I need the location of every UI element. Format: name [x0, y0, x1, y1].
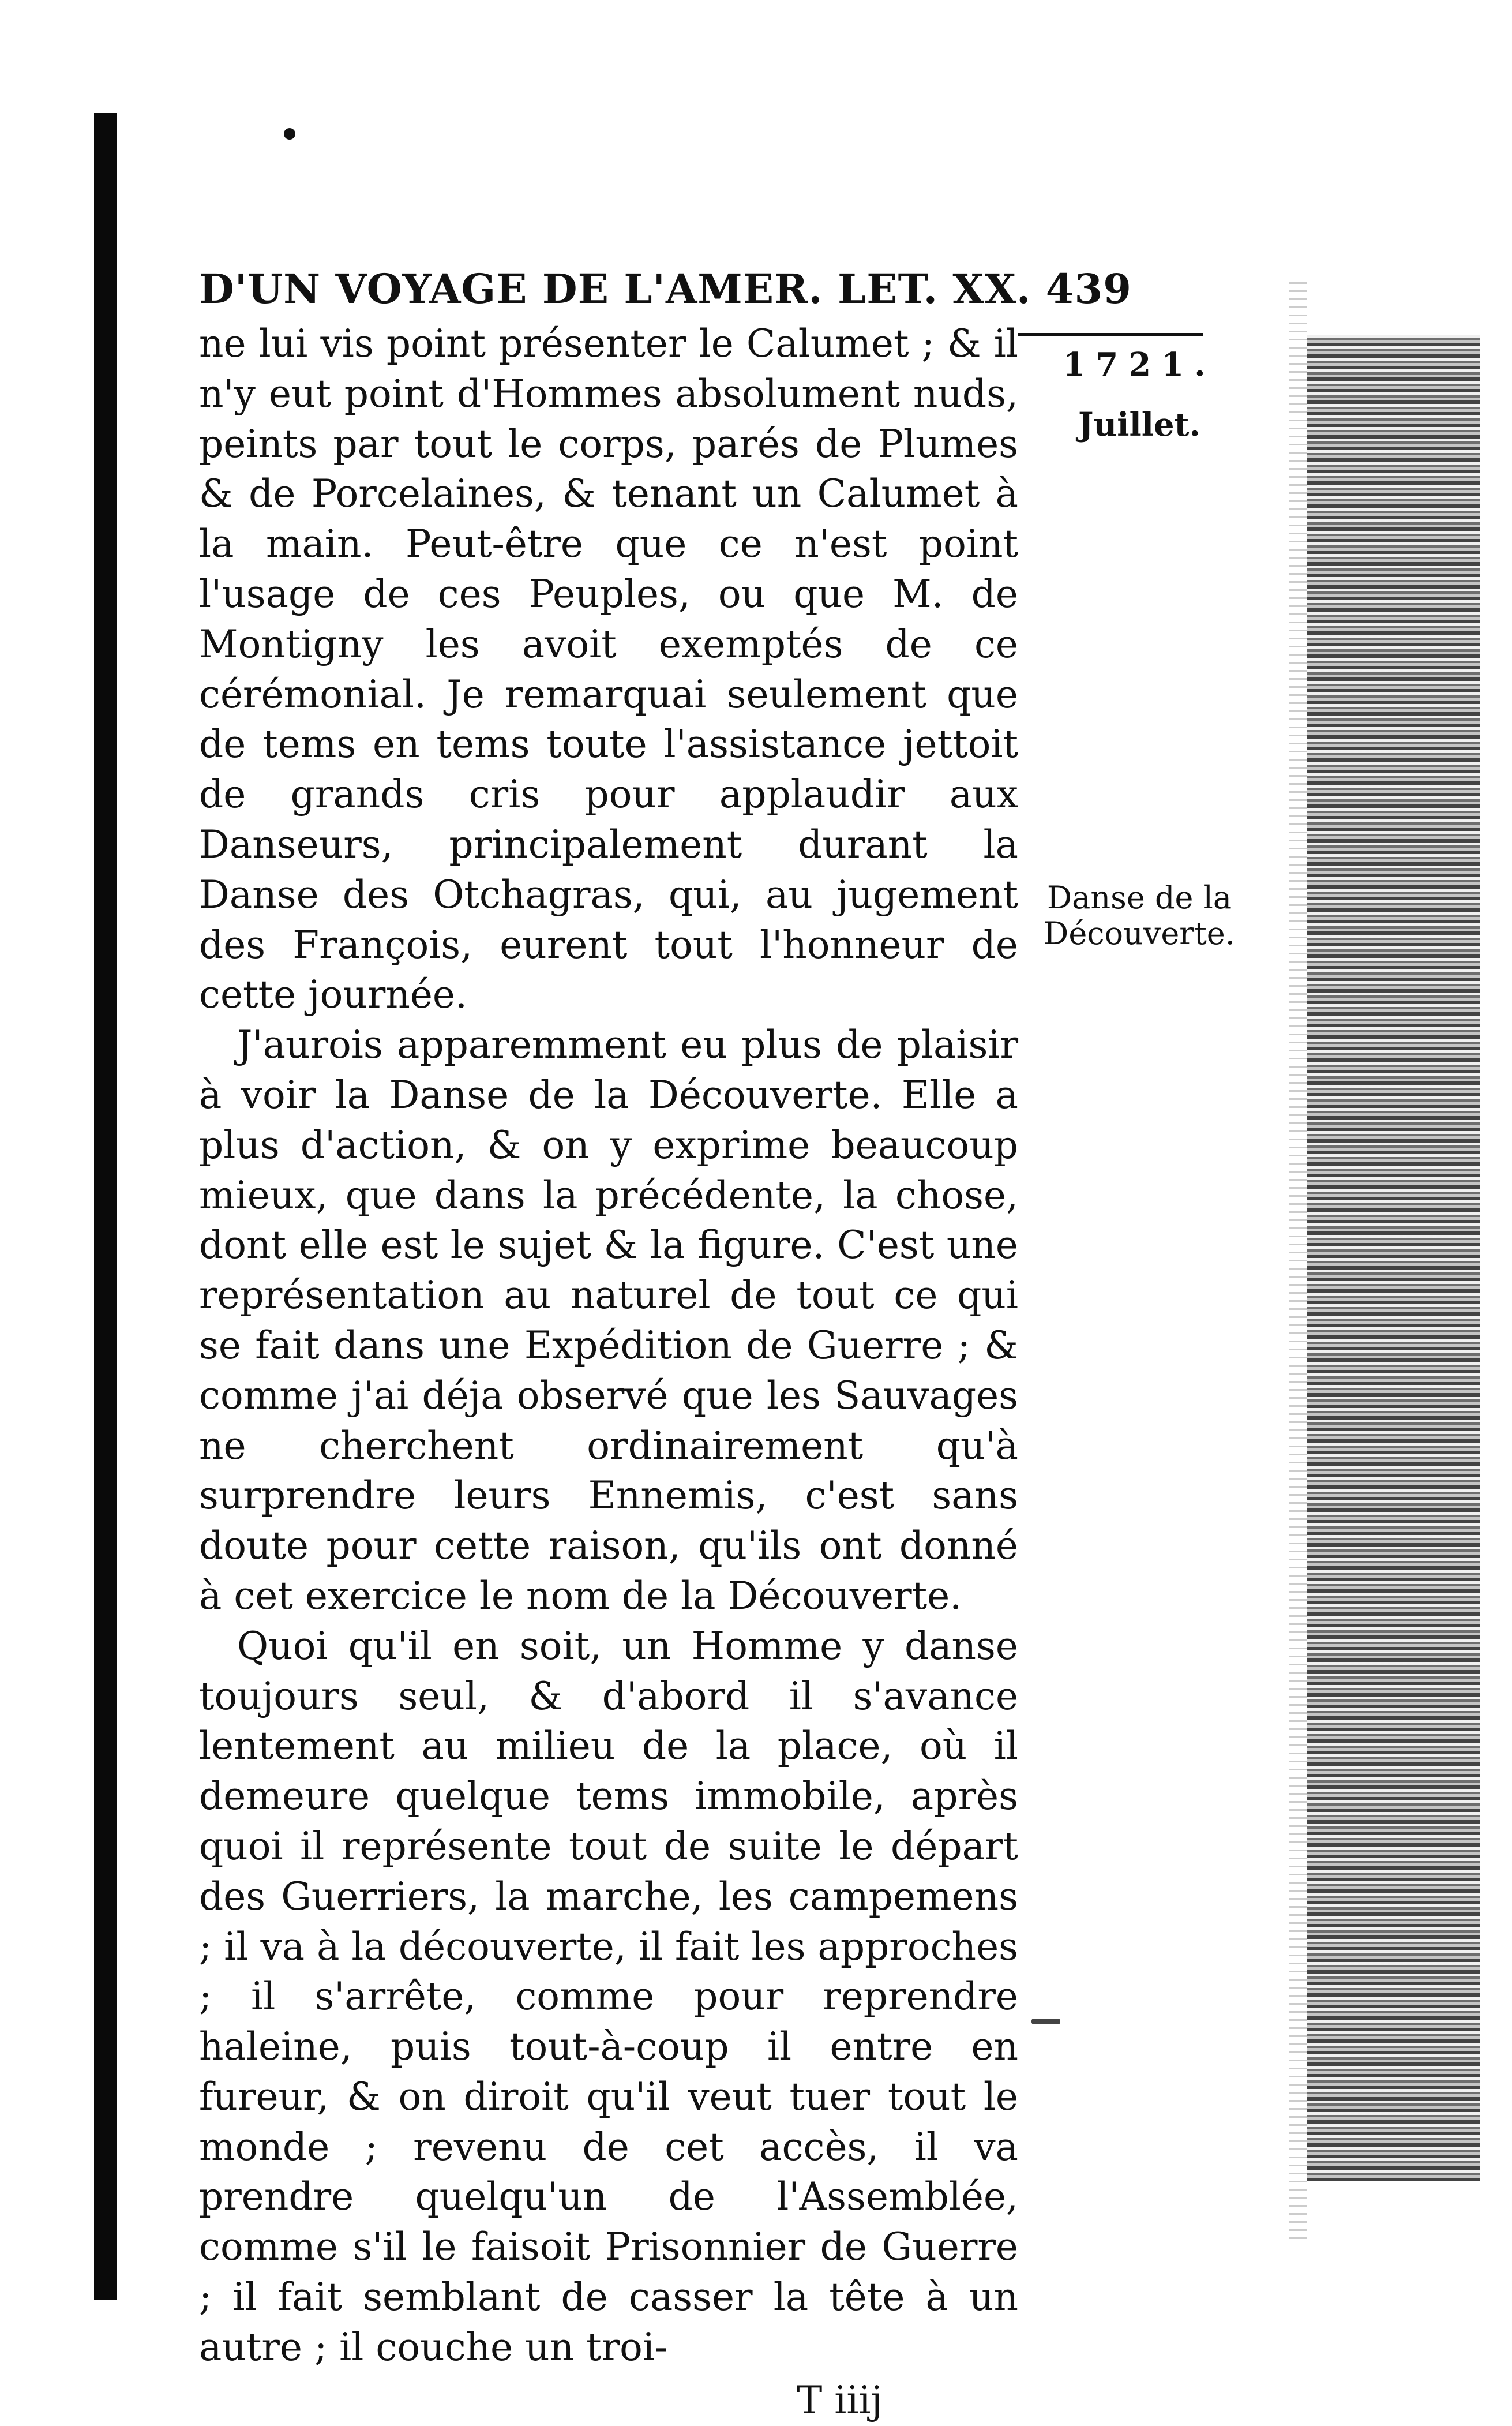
margin-topic-line-1: Danse de la: [1046, 879, 1232, 916]
page-number: 439: [1045, 265, 1132, 313]
margin-month: Juillet.: [1078, 406, 1201, 444]
body-text: [199, 319, 1018, 2373]
signature-mark: T iiij: [797, 2378, 883, 2423]
margin-topic-line-2: Découverte.: [1044, 915, 1235, 952]
header-rule: [1018, 333, 1203, 336]
running-title: D'UN VOYAGE DE L'AMER. LET. XX.: [199, 265, 1031, 313]
margin-year: 1721.: [1063, 346, 1216, 384]
page-text-block: [199, 263, 1132, 2426]
binding-gutter-bar: [94, 113, 117, 2300]
adjacent-page-edge: [1307, 335, 1480, 2181]
ink-spot: [284, 128, 295, 140]
page-edge-shadow: [1289, 277, 1307, 2239]
running-header: [199, 263, 1132, 316]
paragraph-1: ne lui vis point présenter le Calumet ; & il n'y eut point d'Hommes absolument nuds, peints par tout le corps, parés de Plumes & de Porcelaines, & tenant un Calumet à la main. Peut-être que ce n'est point l'usage de ces Peuples, ou que M. de Montigny les avoit exemptés de ce cérémonial. Je remarquai seulement que de tems en tems toute l'assistance jettoit de grands cris pour applaudir aux Danseurs, principalement durant la Danse des Otchagras, qui, au jugement des François, eurent tout l'honneur de cette journée.: [199, 321, 1018, 1017]
ink-mark: [1031, 2019, 1060, 2024]
paragraph-3: Quoi qu'il en soit, un Homme y danse toujours seul, & d'abord il s'avance lentement au milieu de la place, où il demeure quelque tems immobile, après quoi il représente tout de suite le départ des Guerriers, la marche, les campemens ; il va à la découverte, il fait les approches ; il s'arrête, comme pour reprendre haleine, puis tout-à-coup il entre en fureur, & on diroit qu'il veut tuer tout le monde ; revenu de cet accès, il va prendre quelqu'un de l'Assemblée, comme s'il le faisoit Prisonnier de Guerre ; il fait semblant de casser la tête à un autre ; il couche un troi-: [199, 1623, 1018, 2369]
paragraph-2: J'aurois apparemment eu plus de plaisir à voir la Danse de la Découverte. Elle a plus d'action, & on y exprime beaucoup mieux, que dans la précédente, la chose, dont elle est le sujet & la figure. C'est une représentation au naturel de tout ce qui se fait dans une Expédition de Guerre ; & comme j'ai déja observé que les Sauvages ne cherchent ordinairement qu'à surprendre leurs Ennemis, c'est sans doute pour cette raison, qu'ils ont donné à cet exercice le nom de la Découverte.: [199, 1023, 1018, 1618]
margin-topic: [1030, 880, 1249, 952]
margin-notes: [1030, 343, 1249, 952]
